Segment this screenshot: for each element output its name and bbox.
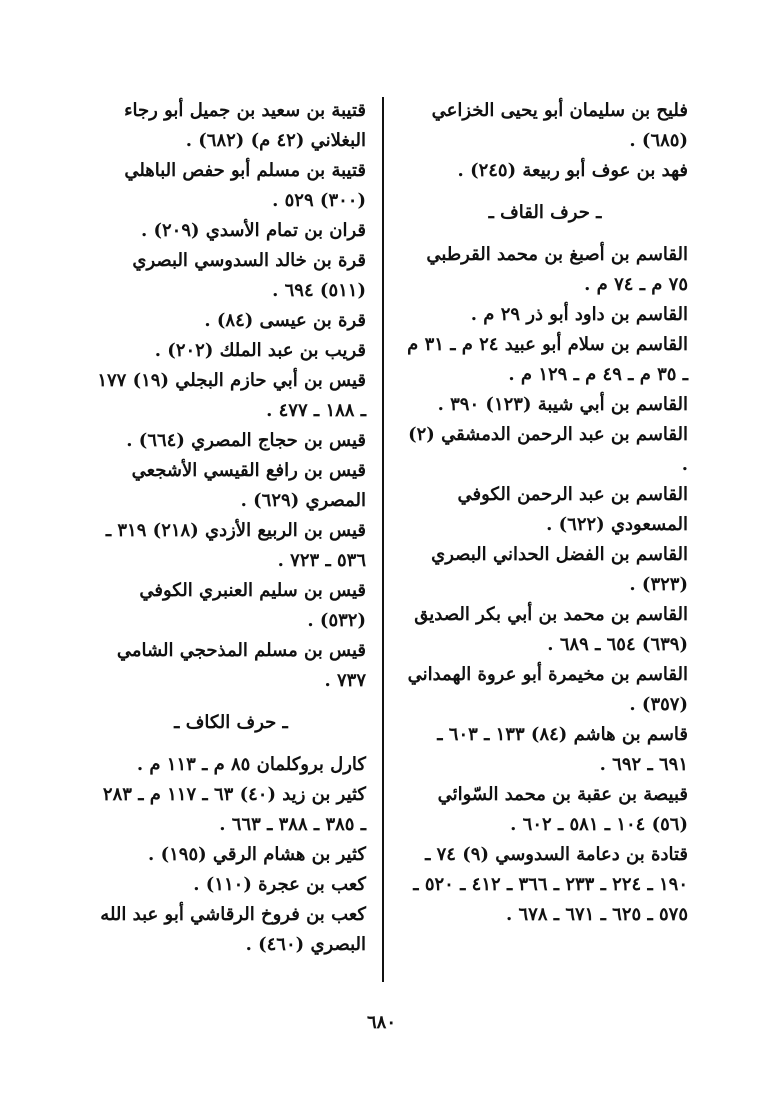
index-entry: القاسم بن أصبغ بن محمد القرطبي ٧٥ م ـ ٧٤ م .: [426, 244, 688, 295]
index-entry: قيس بن سليم العنبري الكوفي (٥٣٢) .: [139, 580, 366, 631]
index-entry: كثير بن هشام الرقي (١٩٥) .: [148, 844, 366, 865]
index-entry: القاسم بن داود أبو ذر ٢٩ م .: [470, 304, 688, 325]
right-column: [402, 96, 688, 930]
index-entry: القاسم بن محمد بن أبي بكر الصديق (٦٣٩) ٦٥٤ ـ ٦٨٩ .: [414, 604, 688, 655]
index-entry: قيس بن أبي حازم البجلي (١٩) ١٧٧ ـ ١٨٨ ـ ٤٧٧ .: [97, 370, 366, 421]
index-entry: القاسم بن سلام أبو عبيد ٢٤ م ـ ٣١ م ـ ٣٥ م ـ ٤٩ م ـ ١٢٩ م .: [407, 334, 688, 385]
section-heading-kaf: ـ حرف الكاف ـ: [174, 712, 288, 733]
index-entry: قاسم بن هاشم (٨٤) ١٣٣ ـ ٦٠٣ ـ ٦٩١ ـ ٦٩٢ .: [437, 724, 688, 775]
column-divider: [382, 97, 384, 982]
page-number: ٦٨٠: [366, 1012, 396, 1033]
index-entry: كثير بن زيد (٤٠) ٦٣ ـ ١١٧ م ـ ٢٨٣ ـ ٣٨٥ ـ ٣٨٨ ـ ٦٦٣ .: [102, 784, 366, 835]
index-entry: كعب بن عجرة (١١٠) .: [193, 874, 366, 895]
section-heading-qaf: ـ حرف القاف ـ: [488, 202, 602, 223]
index-entry: القاسم بن عبد الرحمن الكوفي المسعودي (٦٢٢) .: [457, 484, 688, 535]
index-entry: قرة بن خالد السدوسي البصري (٥١١) ٦٩٤ .: [132, 250, 366, 301]
index-entry: القاسم بن الفضل الحداني البصري (٣٢٣) .: [431, 544, 688, 595]
index-entry: قرة بن عيسى (٨٤) .: [204, 310, 366, 331]
index-entry: قتيبة بن سعيد بن جميل أبو رجاء البغلاني (٤٢ م) (٦٨٢) .: [124, 100, 366, 151]
index-entry: قيس بن رافع القيسي الأشجعي المصري (٦٢٩) .: [131, 460, 366, 511]
index-entry: قبيصة بن عقبة بن محمد السّوائي (٥٦) ١٠٤ ـ ٥٨١ ـ ٦٠٢ .: [437, 784, 688, 835]
index-entry: القاسم بن عبد الرحمن الدمشقي (٢) .: [408, 424, 688, 475]
index-entry: فليح بن سليمان أبو يحيى الخزاعي (٦٨٥) .: [431, 100, 688, 151]
index-entry: قتيبة بن مسلم أبو حفص الباهلي (٣٠٠) ٥٢٩ .: [124, 160, 366, 211]
index-entry: قتادة بن دعامة السدوسي (٩) ٧٤ ـ ١٩٠ ـ ٢٢٤ ـ ٢٣٣ ـ ٣٦٦ ـ ٤١٢ ـ ٥٢٠ ـ ٥٧٥ ـ ٦٢٥ ـ ٦٧١ ـ ٦٧٨ .: [413, 844, 688, 925]
index-entry: قران بن تمام الأسدي (٢٠٩) .: [140, 220, 366, 241]
index-entry: فهد بن عوف أبو ربيعة (٢٤٥) .: [457, 160, 688, 181]
index-entry: القاسم بن مخيمرة أبو عروة الهمداني (٣٥٧) .: [407, 664, 688, 715]
index-entry: قيس بن الربيع الأزدي (٢١٨) ٣١٩ ـ ٥٣٦ ـ ٧٢٣ .: [105, 520, 366, 571]
left-column: [96, 96, 366, 960]
index-entry: قيس بن حجاج المصري (٦٦٤) .: [126, 430, 366, 451]
index-entry: القاسم بن أبي شيبة (١٢٣) ٣٩٠ .: [437, 394, 688, 415]
index-entry: كعب بن فروخ الرقاشي أبو عبد الله البصري (٤٦٠) .: [100, 904, 366, 955]
index-entry: قيس بن مسلم المذحجي الشامي ٧٣٧ .: [116, 640, 366, 691]
index-entry: كارل بروكلمان ٨٥ م ـ ١١٣ م .: [136, 754, 366, 775]
index-entry: قريب بن عبد الملك (٢٠٢) .: [154, 340, 366, 361]
